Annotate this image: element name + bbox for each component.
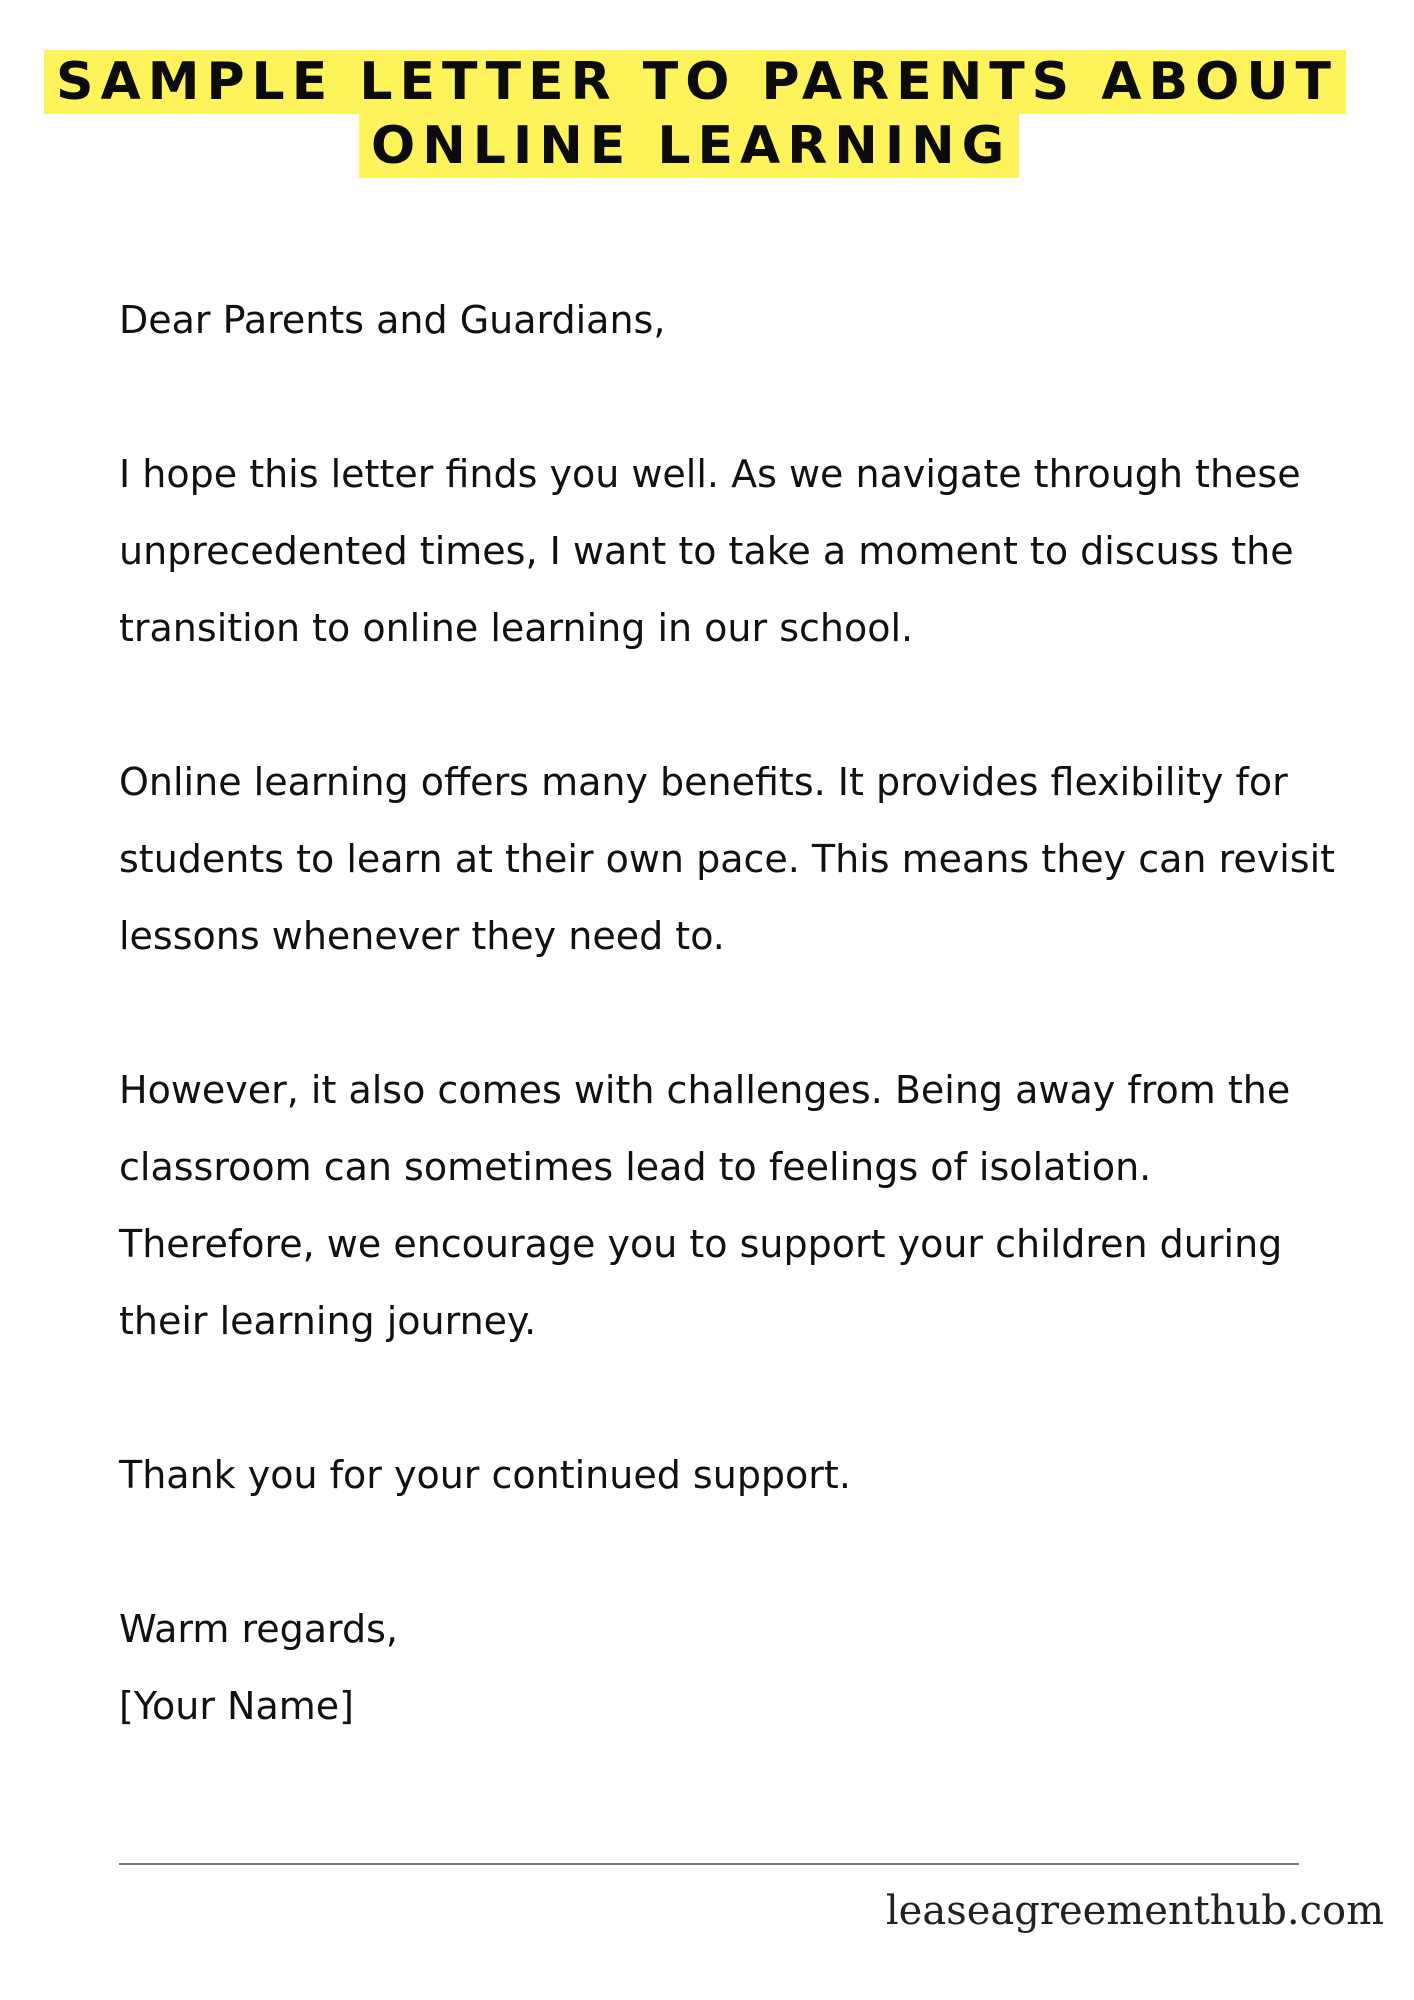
paragraph-challenges: However, it also comes with challenges. Being away from the classroom can sometimes lead to feelings of isolation. Therefore, we encourage you to support your children during their learning journey. [119,1068,1291,1343]
title-line-1: SAMPLE LETTER TO PARENTS ABOUT [44,50,1346,114]
footer-website: leaseagreementhub.com [885,1888,1384,1934]
footer-divider [119,1863,1299,1865]
signature-placeholder: [Your Name] [119,1684,354,1728]
letter-body [119,282,1349,1745]
title-line-2: ONLINE LEARNING [359,114,1019,178]
paragraph-thanks: Thank you for your continued support. [119,1453,851,1497]
paragraph-intro: I hope this letter finds you well. As we navigate through these unprecedented times, I want to take a moment to discuss the transition to online learning in our school. [119,452,1301,650]
salutation: Dear Parents and Guardians, [119,298,666,342]
paragraph-benefits: Online learning offers many benefits. It provides flexibility for students to learn at their own pace. This means they can revisit lessons whenever they need to. [119,760,1336,958]
closing: Warm regards, [119,1607,399,1651]
